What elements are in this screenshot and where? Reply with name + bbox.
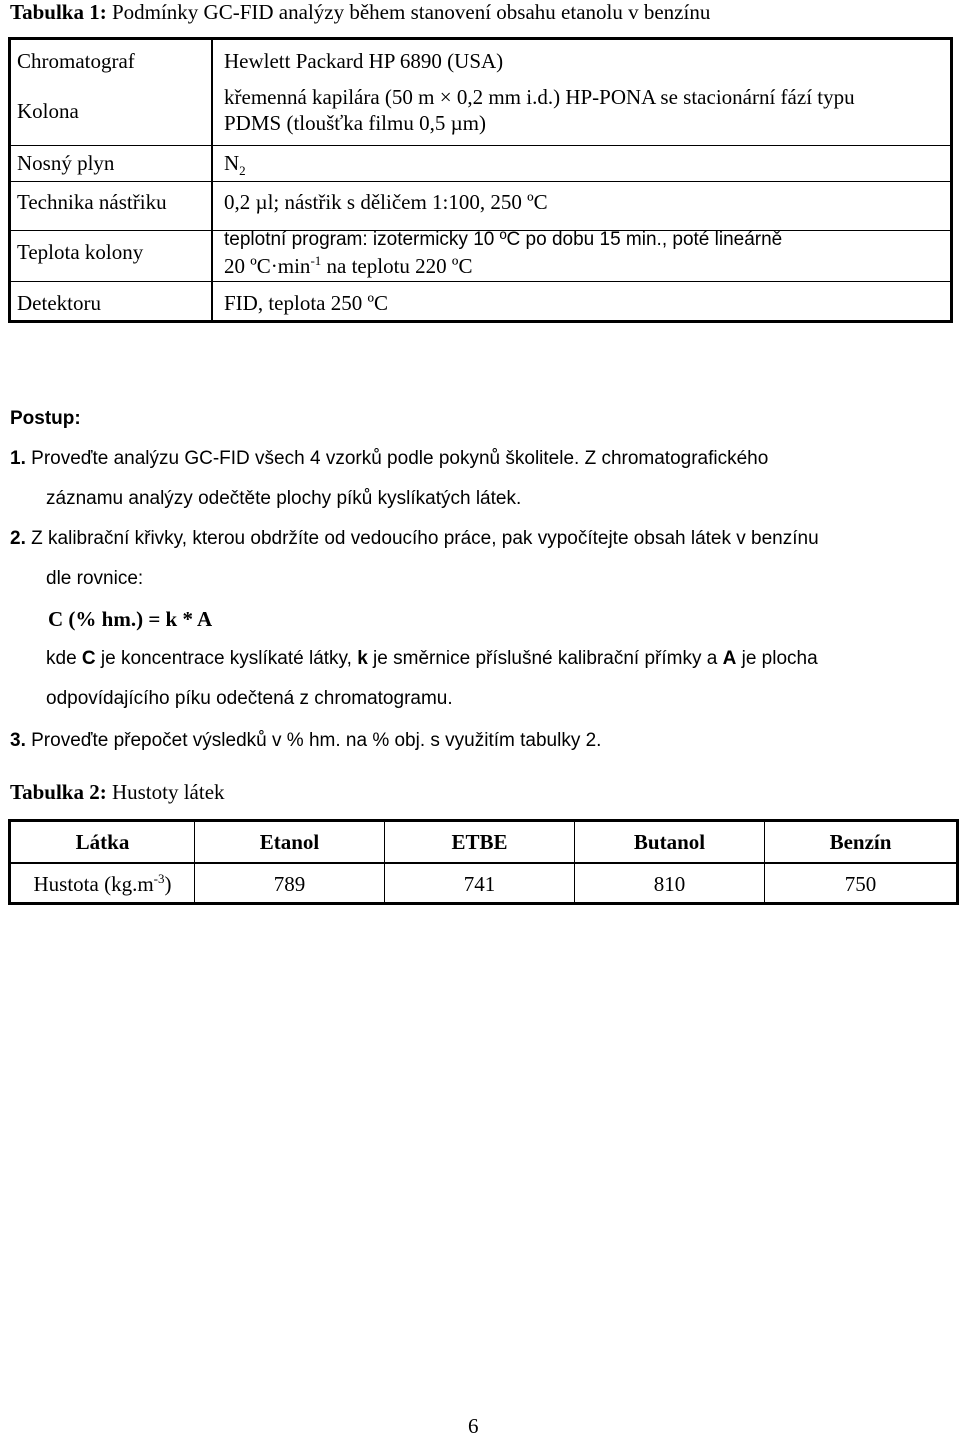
step1-line1: 1. Proveďte analýzu GC-FID všech 4 vzorků podle pokynů školitele. Z chromatografického bbox=[10, 448, 769, 469]
row-value-detektoru: FID, teplota 250 ºC bbox=[224, 291, 389, 315]
row-value-chromatograf: Hewlett Packard HP 6890 (USA) bbox=[224, 49, 504, 73]
header-etanol: Etanol bbox=[259, 830, 320, 854]
table-header-divider bbox=[11, 862, 956, 864]
header-etbe: ETBE bbox=[451, 830, 508, 854]
header-benzin: Benzín bbox=[829, 830, 892, 854]
table-row-divider bbox=[11, 181, 950, 182]
step2-line2: dle rovnice: bbox=[46, 568, 144, 589]
step3: 3. Proveďte přepočet výsledků v % hm. na % obj. s využitím tabulky 2. bbox=[10, 730, 602, 751]
step1-line2: záznamu analýzy odečtěte plochy píků kyslíkatých látek. bbox=[46, 488, 522, 509]
table-row-divider bbox=[11, 145, 950, 146]
row-label-detektoru: Detektoru bbox=[17, 291, 101, 315]
procedure-heading: Postup: bbox=[10, 408, 81, 429]
row-value-nosny-plyn: $N_2$ bbox=[224, 151, 246, 179]
row-value-technika-nastriku: 0,2 µl; nástřik s děličem 1:100, 250 ºC bbox=[224, 190, 548, 214]
row-value-teplota-kolony-line2: 20 $ºC\cdot\min^{-1}$ na teplotu 220 ºC bbox=[224, 253, 473, 278]
value-benzin: 750 bbox=[844, 872, 877, 896]
table-column-divider bbox=[211, 40, 213, 320]
row-label-hustota: Hustota $(kg.m^{-3})$ bbox=[33, 871, 172, 896]
table2-caption: Tabulka 2: Hustoty látek bbox=[10, 780, 225, 804]
row-value-teplota-kolony-line1: teplotní program: izotermicky 10 ºC po dobu 15 min., poté lineárně bbox=[224, 229, 783, 250]
table1-caption: Tabulka 1: Podmínky GC-FID analýzy během stanovení obsahu etanolu v benzínu bbox=[10, 0, 711, 24]
row-label-nosny-plyn: Nosný plyn bbox=[17, 151, 115, 175]
row-label-teplota-kolony: Teplota kolony bbox=[17, 240, 144, 264]
density-table bbox=[8, 819, 959, 905]
value-etbe: 741 bbox=[463, 872, 496, 896]
header-latka: Látka bbox=[75, 830, 130, 854]
equation-explanation-line2: odpovídajícího píku odečtená z chromatogramu. bbox=[46, 688, 453, 709]
step2-line1: 2. Z kalibrační křivky, kterou obdržíte od vedoucího práce, pak vypočítejte obsah látek v benzínu bbox=[10, 528, 819, 549]
row-label-kolona: Kolona bbox=[17, 99, 79, 123]
gc-conditions-table bbox=[8, 37, 953, 323]
equation: C (% hm.) = k * A bbox=[48, 607, 213, 631]
row-value-kolona-line2: PDMS (tloušťka filmu 0,5 µm) bbox=[224, 111, 486, 135]
equation-explanation-line1: kde C je koncentrace kyslíkaté látky, k je směrnice příslušné kalibrační přímky a A je plocha bbox=[46, 648, 818, 669]
row-label-chromatograf: Chromatograf bbox=[17, 49, 135, 73]
value-etanol: 789 bbox=[273, 872, 306, 896]
page-number: 6 bbox=[468, 1414, 479, 1438]
value-butanol: 810 bbox=[653, 872, 686, 896]
row-label-technika-nastriku: Technika nástřiku bbox=[17, 190, 167, 214]
row-value-kolona-line1: křemenná kapilára (50 m × 0,2 mm i.d.) HP-PONA se stacionární fází typu bbox=[224, 85, 855, 109]
header-butanol: Butanol bbox=[633, 830, 706, 854]
table-row-divider bbox=[11, 281, 950, 282]
